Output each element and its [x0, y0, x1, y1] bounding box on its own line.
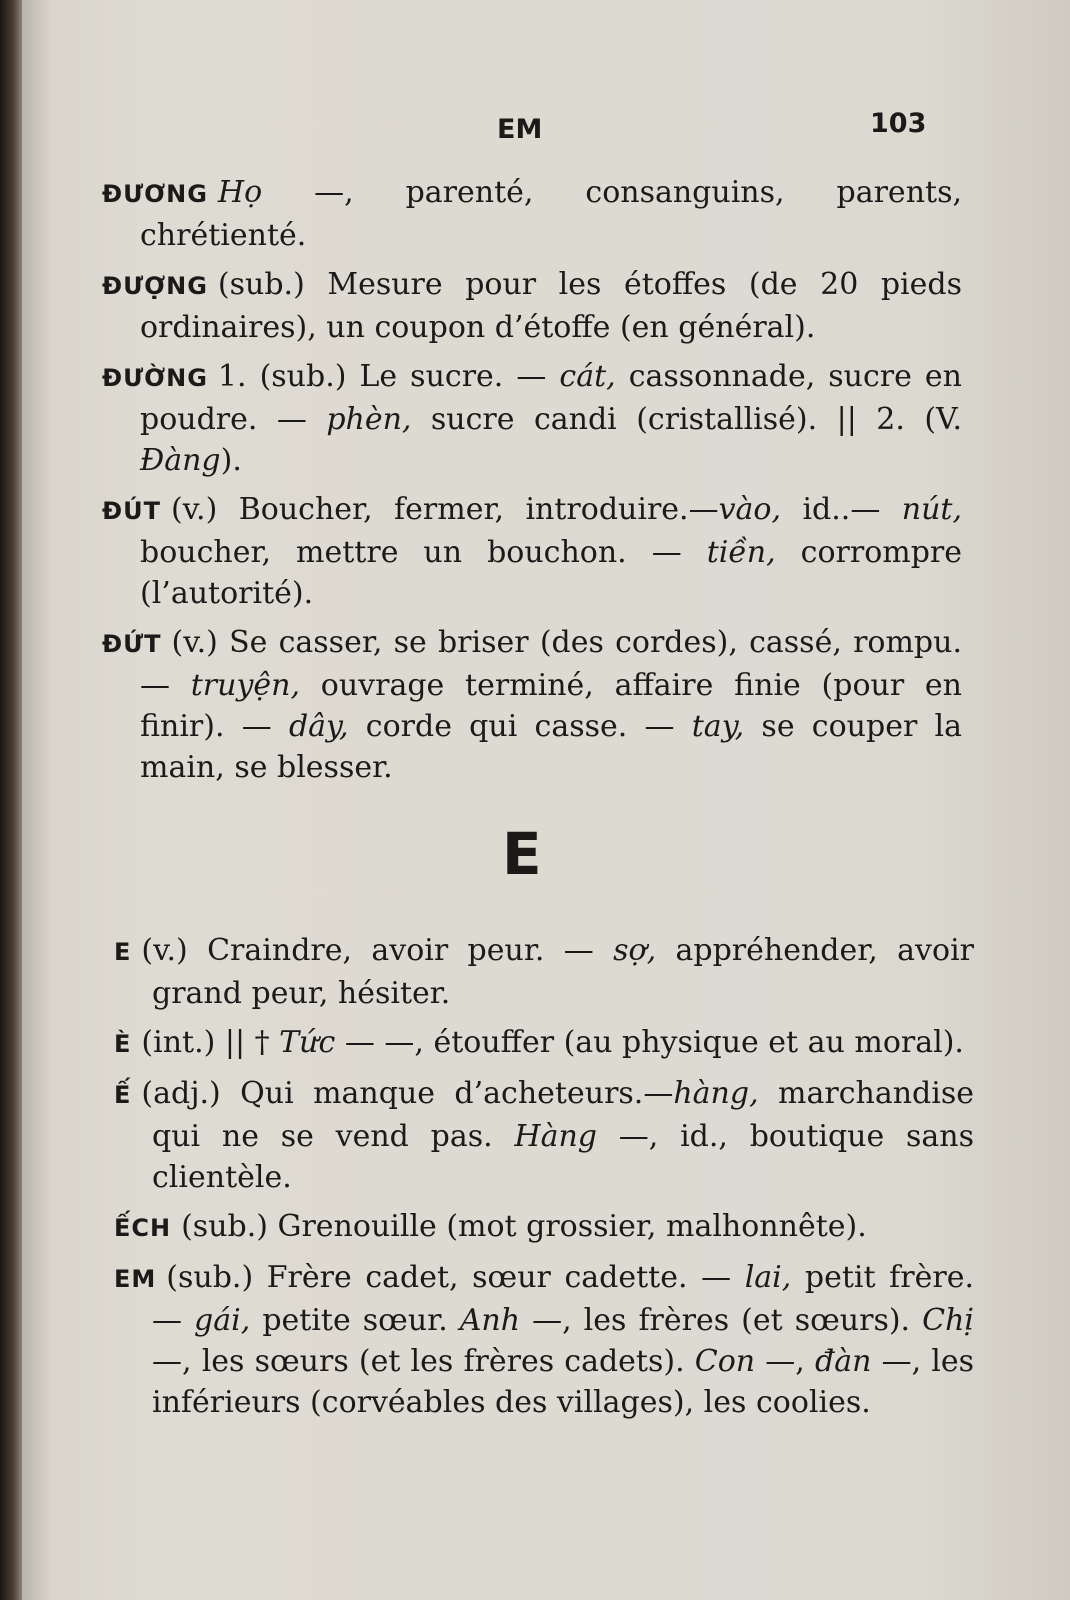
entry-italic-term: dây,	[288, 709, 349, 744]
entry-text: ).	[220, 443, 242, 478]
entry-text: (sub.) Mesure pour les étoffes (de 20 pieds ordinaires), un coupon d’étoffe (en général).	[140, 267, 962, 345]
dictionary-entry	[102, 172, 962, 256]
entry-text: petit frère. —	[152, 1260, 974, 1338]
entry-text: appréhender, avoir grand peur, hésiter.	[152, 933, 975, 1011]
entry-text: —, id., boutique sans clientèle.	[152, 1119, 974, 1195]
entry-italic-term: cát,	[559, 359, 616, 394]
entry-italic-term: truyện,	[190, 668, 301, 703]
entry-text: —, les sœurs (et les frères cadets).	[152, 1344, 695, 1379]
entry-headword: Ế	[114, 1081, 132, 1109]
entry-text: (v.) Craindre, avoir peur. —	[141, 933, 614, 968]
dictionary-entry	[102, 264, 962, 348]
entry-text: marchandise qui ne se vend pas.	[152, 1076, 974, 1154]
entry-headword: È	[114, 1030, 132, 1058]
dictionary-entry	[114, 930, 974, 1014]
entry-text: sucre candi (cristallisé). || 2. (V.	[411, 402, 962, 437]
entry-italic-term: Chị	[922, 1303, 974, 1338]
entry-text: id..—	[781, 492, 902, 527]
entry-italic-term: Tức	[279, 1025, 336, 1060]
entry-headword: EM	[114, 1265, 157, 1293]
entry-text: —, les frères (et sœurs).	[520, 1303, 923, 1338]
section-letter: E	[502, 820, 542, 888]
dictionary-entry	[114, 1257, 974, 1423]
entry-text: (v.) Se casser, se briser (des cordes), cassé, rompu. —	[140, 625, 962, 703]
entry-text: (v.) Boucher, fermer, introduire.—	[170, 492, 719, 527]
entry-italic-term: Hàng	[514, 1119, 597, 1154]
dictionary-page	[22, 0, 1070, 1600]
entry-headword: ĐÚT	[102, 497, 161, 525]
dictionary-entry	[102, 356, 962, 481]
entry-italic-term: phèn,	[326, 402, 412, 437]
entry-text: —, les inférieurs (corvéables des villages), les coolies.	[152, 1344, 975, 1420]
entry-text: (sub.) Frère cadet, sœur cadette. —	[166, 1260, 745, 1295]
entry-headword: ĐƯƠNG	[102, 180, 208, 208]
dictionary-entry	[114, 1206, 974, 1249]
entry-italic-term: sợ,	[613, 933, 657, 968]
entries-e-section	[114, 930, 974, 1431]
entry-italic-term: tay,	[691, 709, 745, 744]
entry-italic-term: vào,	[718, 492, 782, 527]
entry-italic-term: Đàng	[140, 443, 221, 478]
entry-text: cassonnade, sucre en poudre. —	[140, 359, 963, 437]
entry-text: corde qui casse. —	[348, 709, 692, 744]
entry-italic-term: nút,	[901, 492, 962, 527]
entry-text: ouvrage terminé, affaire finie (pour en finir). —	[140, 668, 962, 744]
entry-italic-term: lai,	[744, 1260, 792, 1295]
entry-text: se couper la main, se blesser.	[140, 709, 962, 785]
entry-italic-term: Anh	[459, 1303, 521, 1338]
dictionary-entry	[114, 1073, 974, 1198]
entry-text: (sub.) Grenouille (mot grossier, malhonnête).	[181, 1209, 867, 1244]
entry-text: corrompre (l’autorité).	[140, 535, 963, 611]
dictionary-entry	[114, 1022, 974, 1065]
entry-italic-term: Con	[694, 1344, 756, 1379]
entry-headword: ẾCH	[114, 1214, 172, 1242]
running-head	[22, 108, 1070, 148]
entry-text: 1. (sub.) Le sucre. —	[217, 359, 560, 394]
entry-text: petite sœur.	[250, 1303, 460, 1338]
entry-headword: ĐƯỜNG	[102, 364, 208, 392]
entry-text: — —, étouffer (au physique et au moral).	[335, 1025, 964, 1060]
running-head-title: EM	[497, 114, 543, 145]
entry-text: —, parenté, consanguins, parents, chrétienté.	[140, 175, 962, 253]
entry-italic-term: Họ	[217, 175, 263, 210]
entry-text: (int.) || †	[141, 1025, 280, 1060]
entry-italic-term: gái,	[194, 1303, 251, 1338]
entry-text: —,	[755, 1344, 815, 1379]
entry-italic-term: hàng,	[673, 1076, 759, 1111]
entry-italic-term: đàn	[814, 1344, 872, 1379]
entry-text: (adj.) Qui manque d’acheteurs.—	[141, 1076, 674, 1111]
entries-d-section	[102, 172, 962, 796]
book-spine	[0, 0, 22, 1600]
entry-headword: E	[114, 938, 132, 966]
entry-text: boucher, mettre un bouchon. —	[140, 535, 707, 570]
page-number: 103	[870, 108, 927, 139]
entry-headword: ĐỨT	[102, 630, 162, 658]
dictionary-entry	[102, 489, 962, 614]
dictionary-entry	[102, 622, 962, 788]
entry-italic-term: tiền,	[706, 535, 776, 570]
entry-headword: ĐƯỢNG	[102, 272, 208, 300]
